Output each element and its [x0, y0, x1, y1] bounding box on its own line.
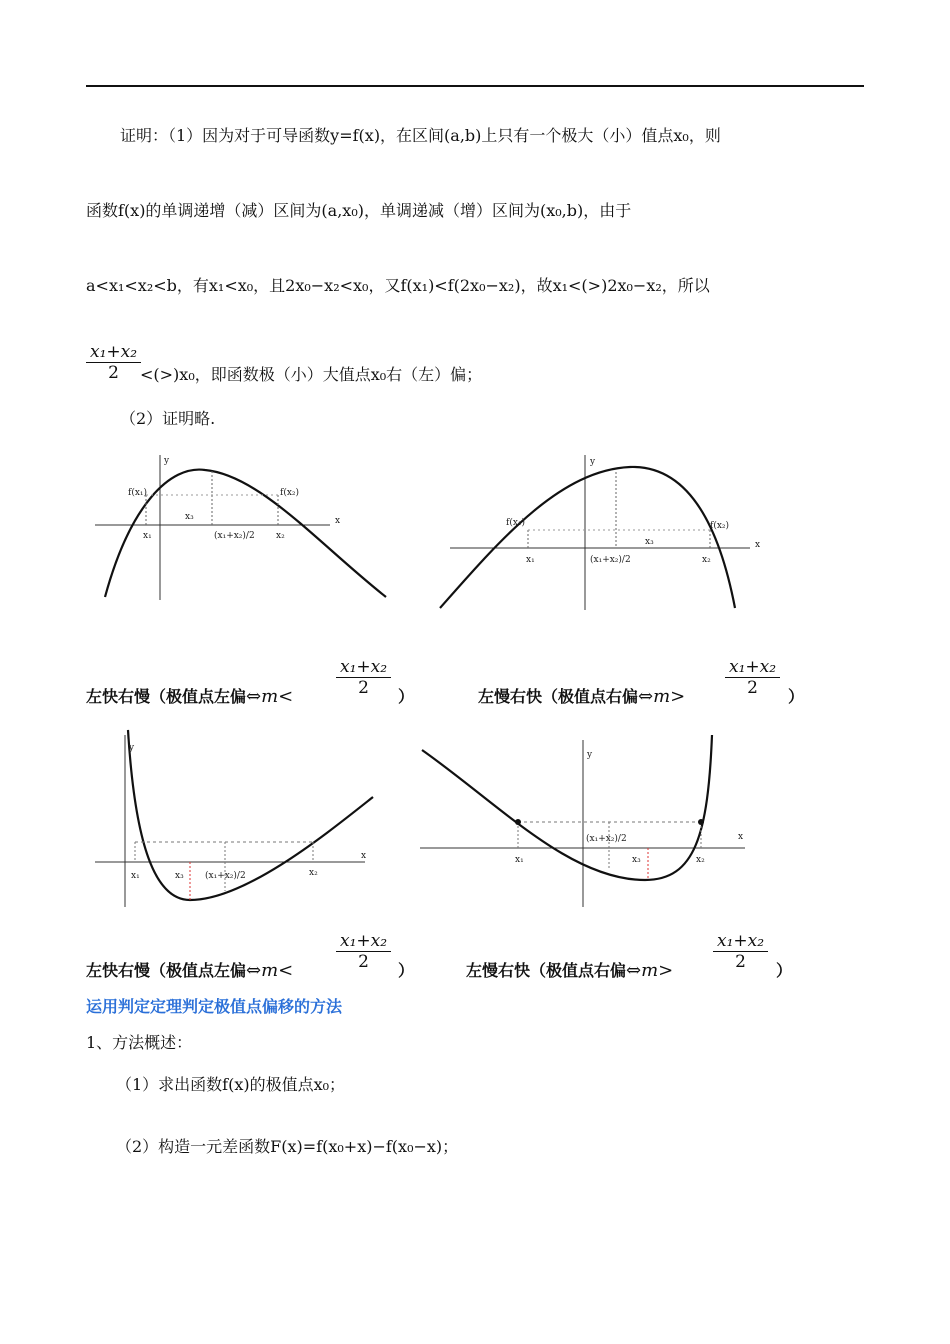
g3-x-label: x	[361, 851, 367, 861]
top-rule	[86, 85, 864, 87]
proof-line-4: <(>)x₀，即函数极（小）大值点x₀右（左）偏；	[140, 365, 483, 384]
proof-line-5: （2）证明略.	[120, 409, 216, 428]
g1-x2-label: x₂	[276, 531, 285, 541]
g1-x3-label: x₃	[185, 512, 194, 522]
fraction-denominator: 2	[108, 363, 119, 383]
g1-fx1-label: f(x₁)	[128, 488, 148, 498]
caption-bottom-left-fraction: $\frac{\text{x₁+x₂}}{2}$	[336, 931, 391, 972]
proof-fraction	[86, 342, 141, 383]
g3-mid-label: (x₁+x₂)/2	[205, 871, 246, 881]
fraction-numerator: x₁+x₂	[86, 342, 141, 363]
proof-line-2: 函数f(x)的单调递增（减）区间为(a,x₀)，单调递减（增）区间为(x₀,b)，由于	[86, 201, 632, 220]
caption-top-left-close: ）	[398, 687, 415, 706]
g1-x1-label: x₁	[143, 531, 152, 541]
section-heading: 运用判定定理判定极值点偏移的方法	[86, 997, 343, 1016]
g2-y-label: y	[590, 457, 596, 467]
g2-fx2-label: f(x₂)	[710, 521, 730, 531]
caption-bottom-right: 左慢右快（极值点右偏⇔m>	[466, 960, 674, 981]
proof-line-3: a<x₁<x₂<b，有x₁<x₀，且2x₀−x₂<x₀，又f(x₁)<f(2x₀−x₂)，故x₁<(>)2x₀−x₂，所以	[86, 276, 710, 295]
caption-top-left-fraction: $\frac{\text{x₁+x₂}}{2}$	[336, 657, 391, 698]
g3-x1-label: x₁	[131, 871, 140, 881]
g1-fx2-label: f(x₂)	[280, 488, 300, 498]
graph-bottom-left	[95, 725, 375, 910]
proof-line-1: 证明：（1）因为对于可导函数y=f(x)，在区间(a,b)上只有一个极大（小）值点x₀，则	[120, 126, 721, 145]
g2-x2-label: x₂	[702, 555, 711, 565]
g4-x3-label: x₃	[632, 855, 641, 865]
g3-y-label: y	[129, 743, 135, 753]
caption-top-left: 左快右慢（极值点左偏⇔m<	[86, 686, 294, 707]
caption-top-right-fraction: $\frac{\text{x₁+x₂}}{2}$	[725, 657, 780, 698]
graph-top-right	[440, 450, 760, 610]
g3-x3-label: x₃	[175, 871, 184, 881]
caption-bottom-right-close: ）	[776, 961, 793, 980]
g4-y-label: y	[587, 750, 593, 760]
method-overview: 1、方法概述：	[86, 1033, 193, 1052]
caption-top-right-close: ）	[788, 687, 805, 706]
caption-bottom-left-close: ）	[398, 961, 415, 980]
g4-x1-label: x₁	[515, 855, 524, 865]
g2-x3-label: x₃	[645, 537, 654, 547]
g1-x-label: x	[335, 516, 341, 526]
g3-x2-label: x₂	[309, 868, 318, 878]
g2-mid-label: (x₁+x₂)/2	[590, 555, 631, 565]
g1-y-label: y	[164, 456, 170, 466]
method-step-1: （1）求出函数f(x)的极值点x₀；	[116, 1075, 346, 1094]
g2-fx1-label: f(x₁)	[506, 518, 526, 528]
graph-bottom-right	[420, 735, 750, 910]
caption-bottom-right-fraction: $\frac{\text{x₁+x₂}}{2}$	[713, 931, 768, 972]
g4-mid-label: (x₁+x₂)/2	[586, 834, 627, 844]
caption-bottom-left: 左快右慢（极值点左偏⇔m<	[86, 960, 294, 981]
g1-mid-label: (x₁+x₂)/2	[214, 531, 255, 541]
graph-top-left	[90, 445, 390, 605]
caption-top-right: 左慢右快（极值点右偏⇔m>	[478, 686, 686, 707]
g2-x-label: x	[755, 540, 761, 550]
g4-x2-label: x₂	[696, 855, 705, 865]
method-step-2: （2）构造一元差函数F(x)=f(x₀+x)−f(x₀−x)；	[116, 1137, 459, 1156]
g2-x1-label: x₁	[526, 555, 535, 565]
g4-x-label: x	[738, 832, 744, 842]
